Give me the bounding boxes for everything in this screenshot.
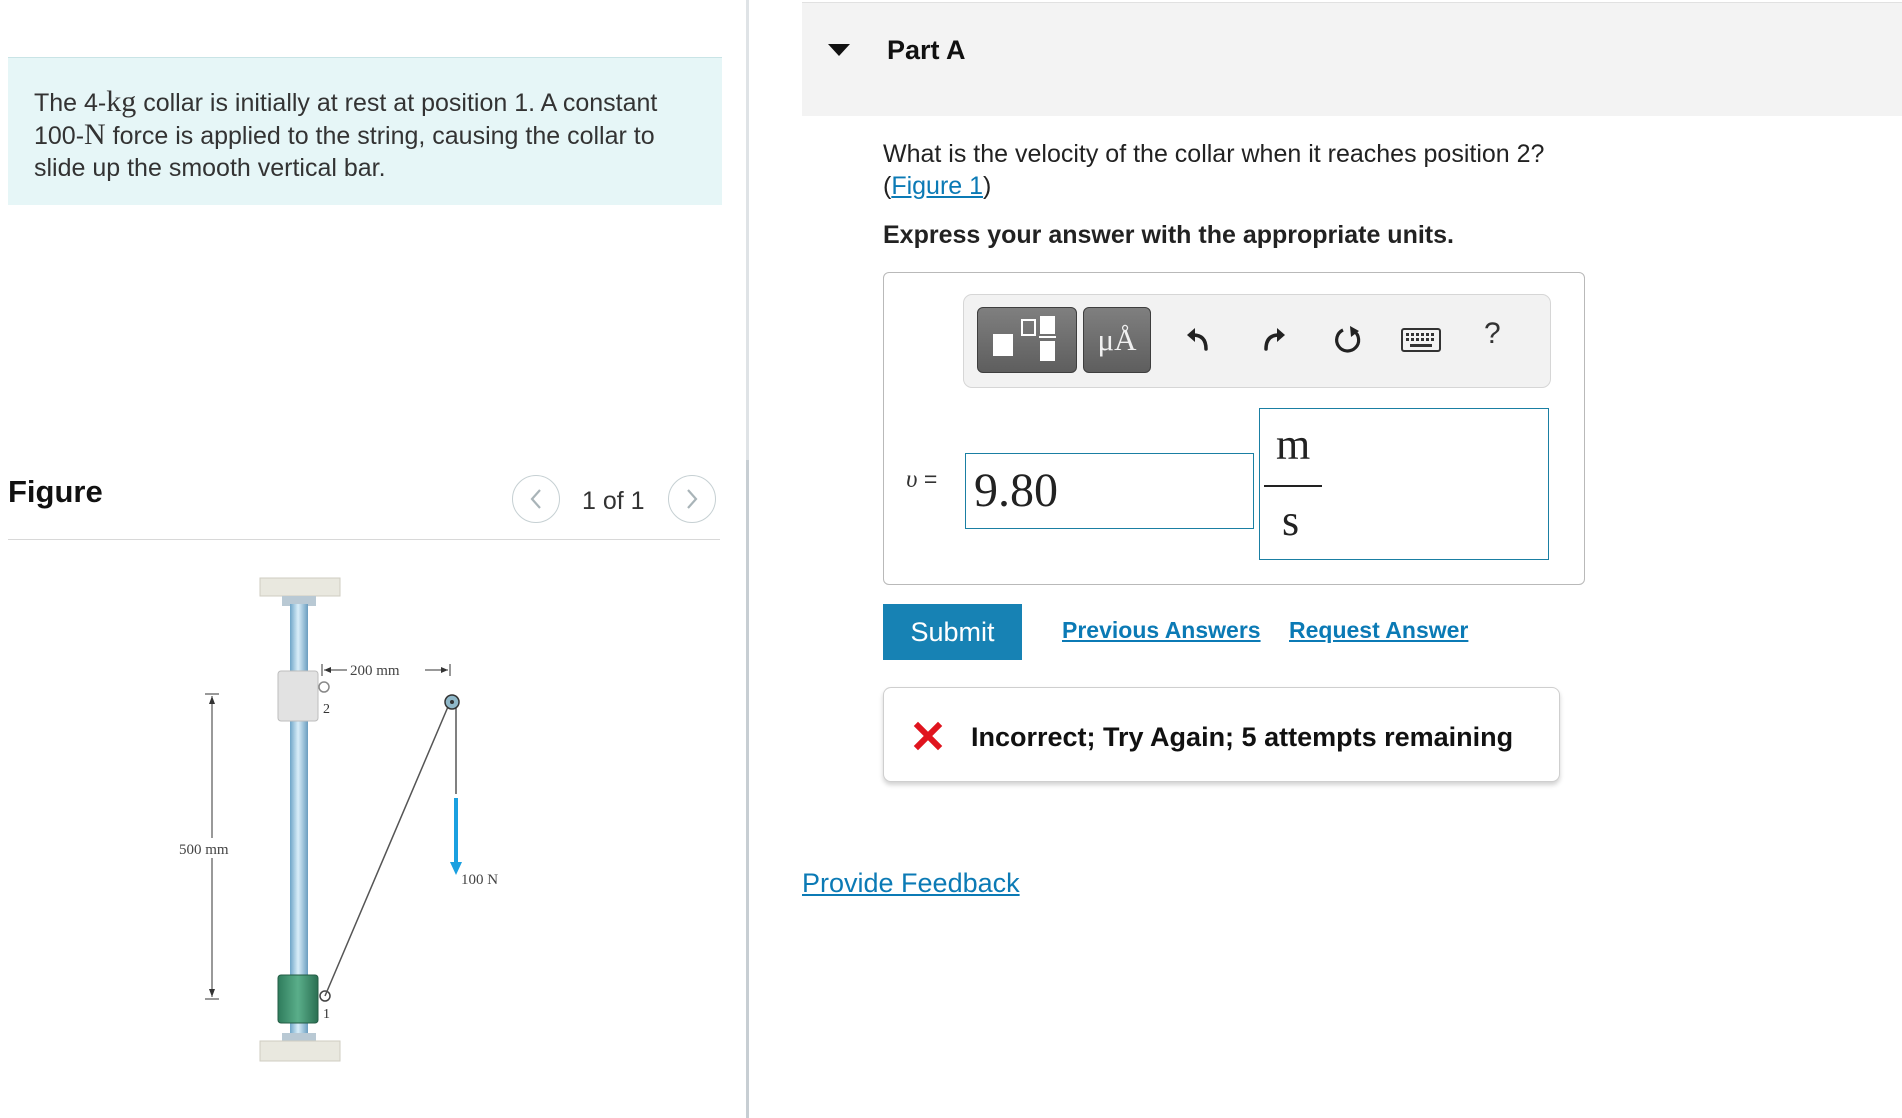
previous-answers-link[interactable]: Previous Answers xyxy=(1062,617,1261,643)
x-icon xyxy=(914,722,942,750)
request-answer-link[interactable]: Request Answer xyxy=(1289,617,1469,643)
question-line: What is the velocity of the collar when it reaches position 2? xyxy=(883,140,1545,168)
provide-feedback-link[interactable]: Provide Feedback xyxy=(802,868,1020,898)
math-toolbar xyxy=(963,294,1551,388)
collar-position-2 xyxy=(278,671,318,721)
collar-figure xyxy=(179,578,535,1078)
force-label: 100 N xyxy=(461,872,499,888)
part-header[interactable] xyxy=(802,2,1902,116)
reset-button[interactable] xyxy=(1331,323,1365,357)
equals-sign: = xyxy=(917,466,938,492)
problem-text-2: force is applied to the string, causing the collar to xyxy=(105,122,655,150)
problem-line-1 xyxy=(34,86,696,119)
answer-value-input[interactable]: 9.80 xyxy=(965,453,1254,529)
question-text xyxy=(883,138,1544,202)
problem-line-3: slide up the smooth vertical bar. xyxy=(34,154,386,182)
column-divider-lower xyxy=(746,460,749,1118)
collapse-caret-icon[interactable] xyxy=(828,44,850,56)
bottom-support xyxy=(260,1041,340,1061)
chevron-right-icon xyxy=(685,488,699,510)
figure-counter: 1 of 1 xyxy=(582,487,645,515)
vertical-dimension-label: 500 mm xyxy=(179,842,229,858)
answer-variable-label xyxy=(906,466,937,494)
force-unit: N xyxy=(84,118,106,151)
figure-link-close: ) xyxy=(983,172,992,200)
answer-unit-input[interactable] xyxy=(1259,408,1549,560)
fraction-bar xyxy=(1264,485,1322,487)
figure-next-button[interactable] xyxy=(668,475,716,523)
undo-icon xyxy=(1184,325,1214,355)
help-button[interactable]: ? xyxy=(1484,317,1501,350)
keyboard-button[interactable] xyxy=(1401,323,1441,357)
feedback-message-box xyxy=(883,687,1560,782)
figure-link-open: ( xyxy=(883,172,892,200)
figure-heading: Figure xyxy=(8,474,103,509)
problem-line-2 xyxy=(34,119,696,152)
redo-button[interactable] xyxy=(1256,323,1290,357)
instructions: Express your answer with the appropriate units. xyxy=(883,221,1454,249)
top-support xyxy=(260,578,340,596)
keyboard-icon xyxy=(1401,328,1441,352)
mass-unit: kg xyxy=(106,85,137,118)
units-button[interactable]: μÅ xyxy=(1083,307,1151,373)
position-1-label: 1 xyxy=(323,1007,330,1022)
figure-link[interactable]: Figure 1 xyxy=(891,172,984,200)
unit-numerator: m xyxy=(1276,420,1311,469)
reset-icon xyxy=(1331,323,1365,357)
unit-denominator: s xyxy=(1282,496,1300,545)
horizontal-dimension-label: 200 mm xyxy=(350,663,400,679)
redo-icon xyxy=(1258,325,1288,355)
feedback-text: Incorrect; Try Again; 5 attempts remaining xyxy=(971,722,1514,752)
problem-statement xyxy=(8,57,722,205)
part-title: Part A xyxy=(887,35,966,65)
chevron-left-icon xyxy=(529,488,543,510)
position-2-label: 2 xyxy=(323,702,330,717)
problem-text-1: collar is initially at rest at position 1. A constant xyxy=(136,89,658,117)
problem-prefix-2: 100- xyxy=(34,122,85,150)
string xyxy=(325,702,450,996)
figure-prev-button[interactable] xyxy=(512,475,560,523)
template-button[interactable] xyxy=(977,307,1077,373)
variable-symbol: υ xyxy=(906,466,918,493)
figure-link-line xyxy=(883,170,1544,202)
submit-button[interactable]: Submit xyxy=(883,604,1022,660)
fraction-template-icon xyxy=(978,308,1078,374)
collar-position-1 xyxy=(278,975,318,1023)
problem-prefix: The 4- xyxy=(34,89,107,117)
answer-panel xyxy=(883,272,1585,585)
undo-button[interactable] xyxy=(1182,323,1216,357)
figure-divider xyxy=(8,539,720,540)
